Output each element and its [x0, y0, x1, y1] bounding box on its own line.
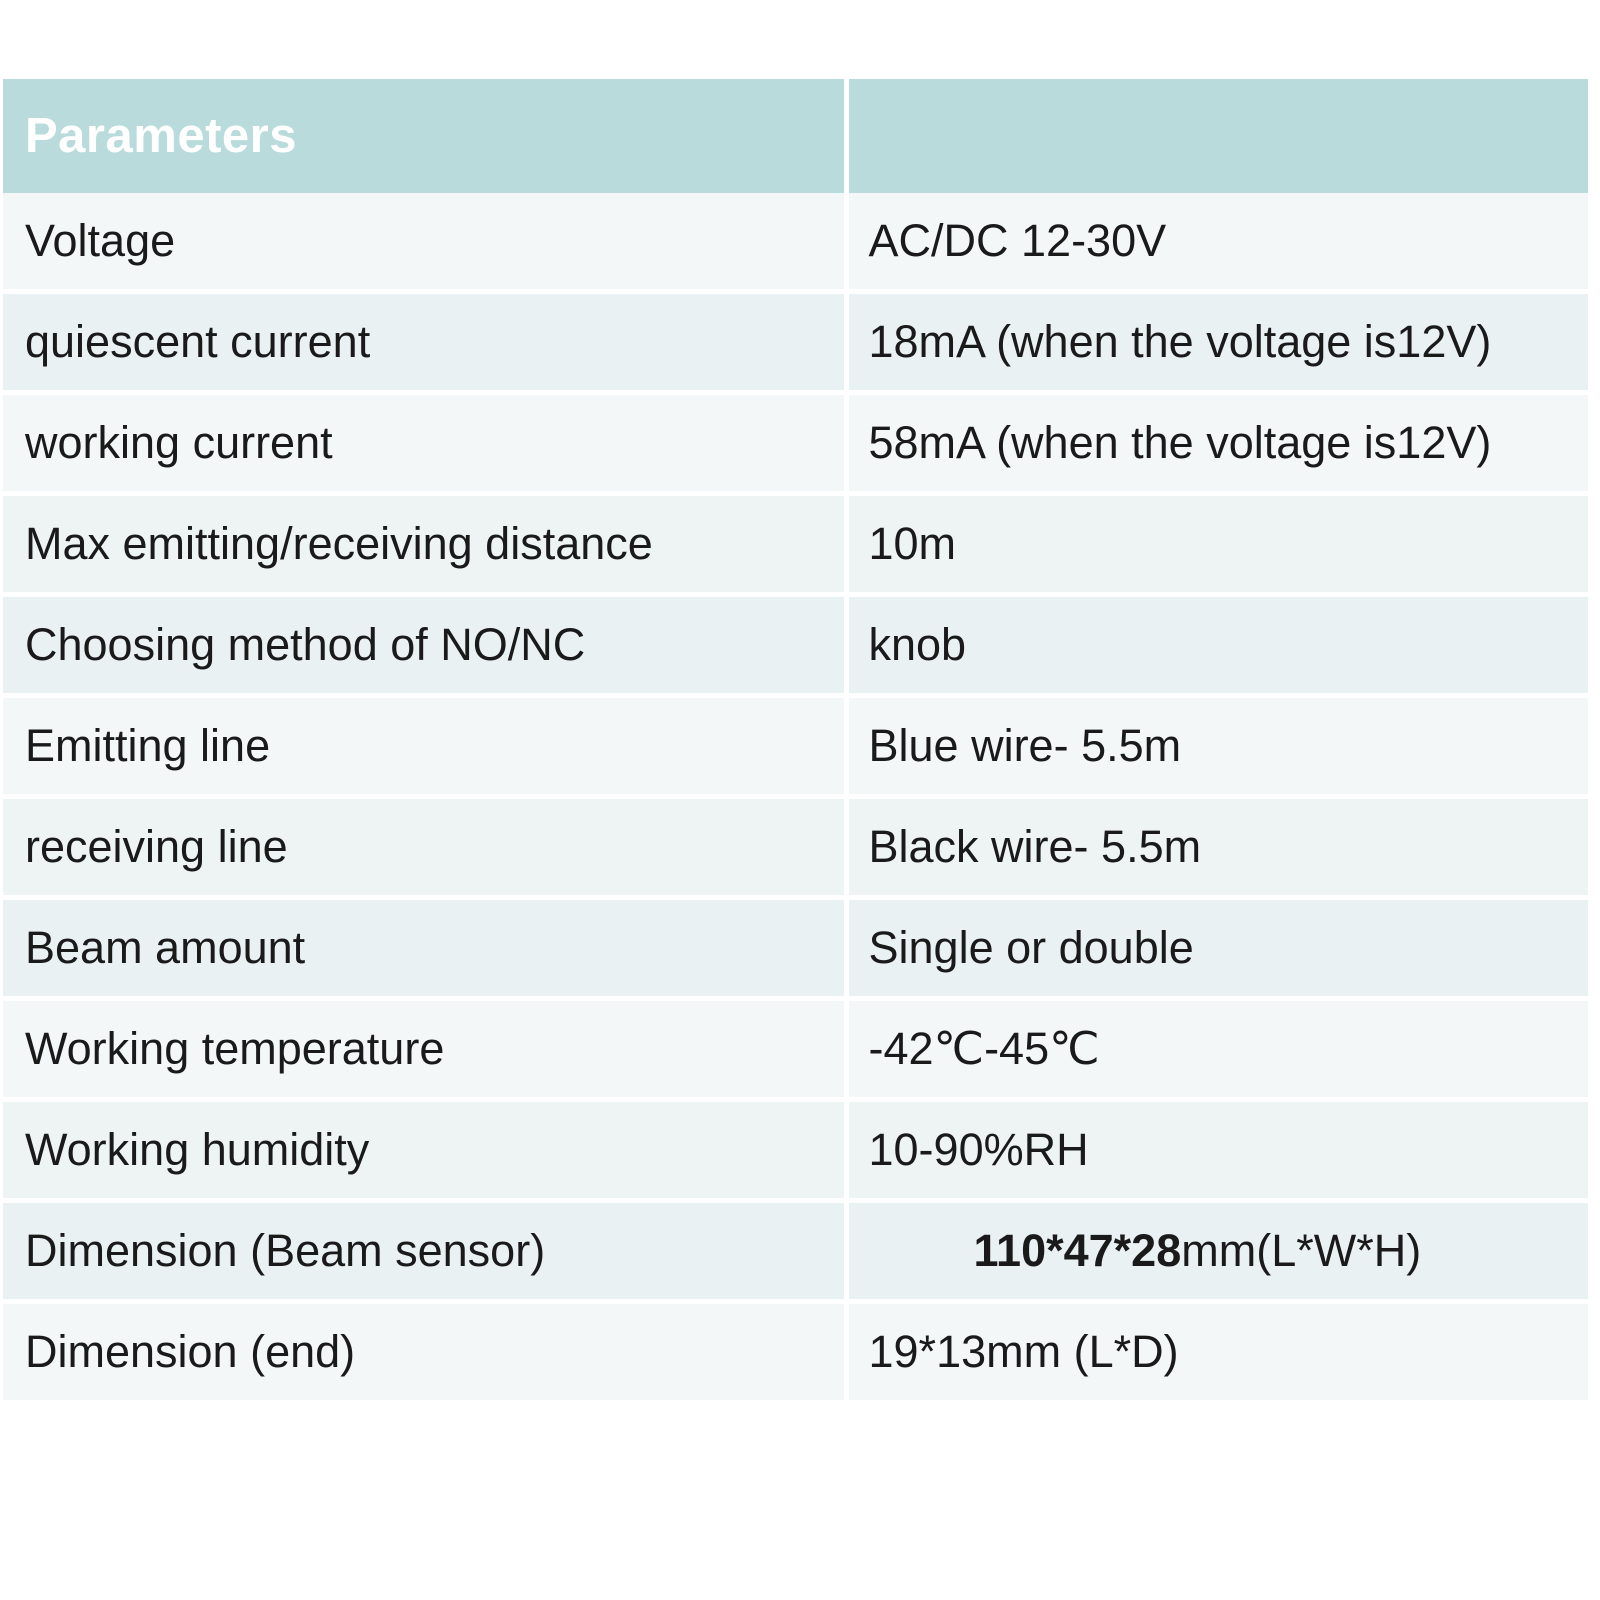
- row-parameter-emitting-line: Emitting line: [3, 696, 846, 797]
- table-row: [3, 494, 1588, 595]
- row-parameter-dimension-end: Dimension (end): [3, 1302, 846, 1403]
- table-row: [3, 1100, 1588, 1201]
- row-value-quiescent-current: 18mA (when the voltage is12V): [846, 292, 1588, 393]
- row-value-emitting-line: Blue wire- 5.5m: [846, 696, 1588, 797]
- table-row: [3, 393, 1588, 494]
- row-value-working-current: 58mA (when the voltage is12V): [846, 393, 1588, 494]
- column-header-parameters-label: Parameters: [25, 108, 297, 163]
- table-row: [3, 797, 1588, 898]
- table-row: [3, 292, 1588, 393]
- row-value-beam-amount: Single or double: [846, 898, 1588, 999]
- row-value-dimension-beam-sensor: [846, 1201, 1588, 1302]
- row-parameter-receiving-line: receiving line: [3, 797, 846, 898]
- table-row: [3, 595, 1588, 696]
- dimension-beam-sensor-number: 110*47*28: [973, 1225, 1182, 1277]
- column-header-parameters: [3, 79, 846, 193]
- row-value-dimension-end: 19*13mm (L*D): [846, 1302, 1588, 1403]
- table-header-row: [3, 79, 1588, 193]
- column-header-value: [846, 79, 1588, 193]
- row-parameter-no-nc-method: Choosing method of NO/NC: [3, 595, 846, 696]
- table-row: [3, 898, 1588, 999]
- table-row: [3, 1302, 1588, 1403]
- table-row: [3, 696, 1588, 797]
- row-parameter-quiescent-current: quiescent current: [3, 292, 846, 393]
- row-parameter-working-current: working current: [3, 393, 846, 494]
- row-value-receiving-line: Black wire- 5.5m: [846, 797, 1588, 898]
- table-row: [3, 999, 1588, 1100]
- row-value-no-nc-method: knob: [846, 595, 1588, 696]
- row-value-max-distance: 10m: [846, 494, 1588, 595]
- row-value-voltage: AC/DC 12-30V: [846, 193, 1588, 292]
- specifications-table: [3, 79, 1588, 1405]
- row-parameter-voltage: Voltage: [3, 193, 846, 292]
- row-parameter-working-temperature: Working temperature: [3, 999, 846, 1100]
- row-parameter-beam-amount: Beam amount: [3, 898, 846, 999]
- table-row: [3, 1201, 1588, 1302]
- row-parameter-max-distance: Max emitting/receiving distance: [3, 494, 846, 595]
- row-parameter-working-humidity: Working humidity: [3, 1100, 846, 1201]
- row-value-working-temperature: -42℃-45℃: [846, 999, 1588, 1100]
- table-row: [3, 193, 1588, 292]
- row-value-working-humidity: 10-90%RH: [846, 1100, 1588, 1201]
- row-parameter-dimension-beam-sensor: Dimension (Beam sensor): [3, 1201, 846, 1302]
- dimension-beam-sensor-unit: mm(L*W*H): [1181, 1225, 1422, 1277]
